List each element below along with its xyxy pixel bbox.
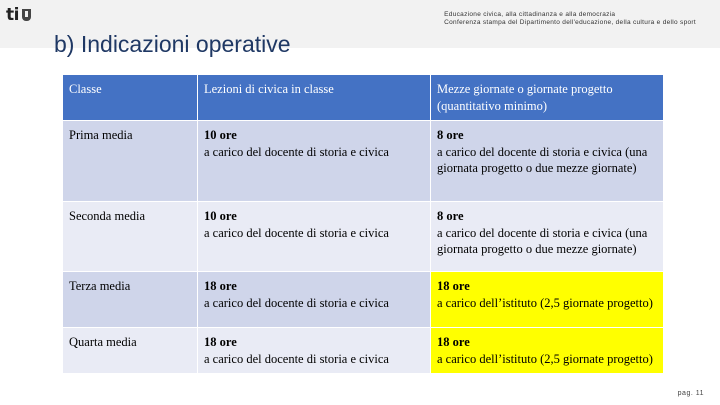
- canton-crest-icon: [22, 9, 31, 21]
- page-title: b) Indicazioni operative: [54, 31, 291, 57]
- cell-classe: Terza media: [63, 272, 198, 328]
- lezioni-hours: 10 ore: [204, 209, 237, 223]
- table-row: [63, 328, 664, 374]
- table-row: [63, 272, 664, 328]
- cell-giornate: [431, 202, 664, 272]
- header-caption: [444, 11, 696, 27]
- schedule-table: [62, 74, 664, 374]
- header-classe: Classe: [63, 75, 198, 121]
- lezioni-detail: a carico del docente di storia e civica: [204, 295, 389, 310]
- table-header-row: [63, 75, 664, 121]
- header-line-2: Conferenza stampa del Dipartimento dell'educazione, della cultura e dello sport: [444, 19, 696, 26]
- giornate-hours: 8 ore: [437, 209, 464, 223]
- cell-giornate: [431, 121, 664, 202]
- lezioni-hours: 18 ore: [204, 335, 237, 349]
- giornate-detail: a carico dell’istituto (2,5 giornate progetto): [437, 351, 653, 366]
- giornate-detail: a carico del docente di storia e civica (una giornata progetto o due mezze giornate): [437, 144, 648, 175]
- giornate-detail: a carico del docente di storia e civica (una giornata progetto o due mezze giornate): [437, 225, 648, 256]
- table-row: [63, 202, 664, 272]
- cell-giornate-highlighted: [431, 328, 664, 374]
- lezioni-detail: a carico del docente di storia e civica: [204, 225, 389, 240]
- cell-classe: Quarta media: [63, 328, 198, 374]
- cell-classe: Prima media: [63, 121, 198, 202]
- cell-lezioni: [198, 272, 431, 328]
- canton-ticino-logo: [6, 5, 31, 25]
- cell-lezioni: [198, 202, 431, 272]
- giornate-detail: a carico dell’istituto (2,5 giornate progetto): [437, 295, 653, 310]
- lezioni-hours: 10 ore: [204, 128, 237, 142]
- header-giornate: Mezze giornate o giornate progetto (quantitativo minimo): [431, 75, 664, 121]
- cell-lezioni: [198, 328, 431, 374]
- logo-text: ti: [6, 5, 19, 25]
- giornate-hours: 18 ore: [437, 279, 470, 293]
- header-line-1: Educazione civica, alla cittadinanza e alla democrazia: [444, 11, 616, 18]
- lezioni-detail: a carico del docente di storia e civica: [204, 144, 389, 159]
- giornate-hours: 8 ore: [437, 128, 464, 142]
- table-row: [63, 121, 664, 202]
- cell-lezioni: [198, 121, 431, 202]
- header-lezioni: Lezioni di civica in classe: [198, 75, 431, 121]
- lezioni-detail: a carico del docente di storia e civica: [204, 351, 389, 366]
- cell-classe: Seconda media: [63, 202, 198, 272]
- cell-giornate-highlighted: [431, 272, 664, 328]
- page-number: pag. 11: [677, 390, 704, 397]
- lezioni-hours: 18 ore: [204, 279, 237, 293]
- giornate-hours: 18 ore: [437, 335, 470, 349]
